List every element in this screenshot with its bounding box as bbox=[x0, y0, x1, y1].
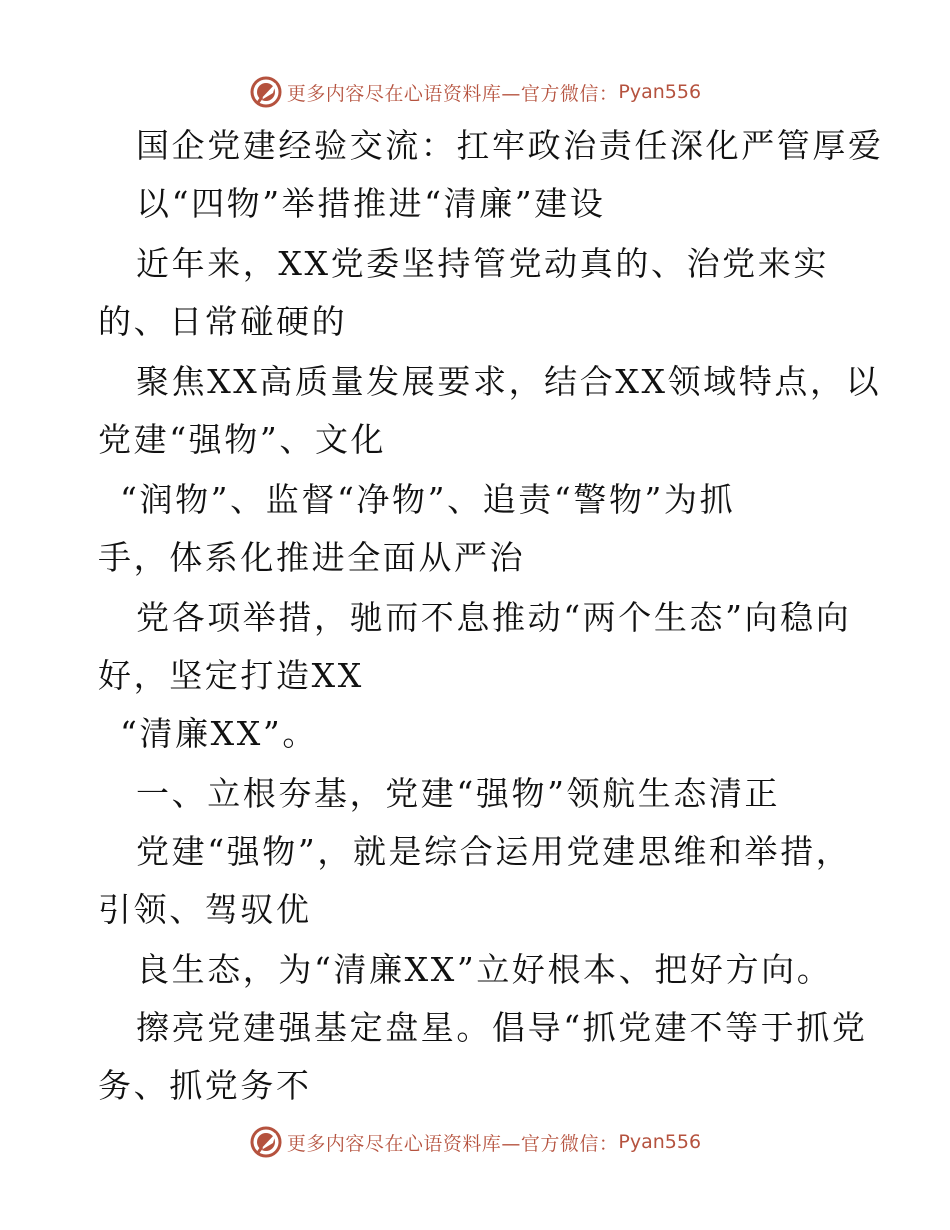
watermark-text: 更多内容尽在心语资料库—官方微信： bbox=[286, 1132, 619, 1155]
watermark-banner-bottom bbox=[0, 1122, 950, 1162]
paragraph-line: 好，坚定打造XX bbox=[98, 656, 364, 695]
paragraph-line: 良生态，为“清廉XX”立好根本、把好方向。 bbox=[136, 950, 833, 989]
watermark-text: 更多内容尽在心语资料库—官方微信： bbox=[286, 82, 619, 105]
watermark-handle: Pyan556 bbox=[618, 81, 702, 103]
document-subtitle: 以“四物”举措推进“清廉”建设 bbox=[136, 184, 606, 223]
paragraph-line: 党建“强物”，就是综合运用党建思维和举措， bbox=[136, 832, 852, 871]
section-heading: 一、立根夯基，党建“强物”领航生态清正 bbox=[136, 774, 781, 813]
paragraph-line: 务、抓党务不 bbox=[98, 1066, 312, 1105]
paragraph-line: 聚焦XX高质量发展要求，结合XX领域特点，以 bbox=[136, 362, 882, 401]
paragraph-line: 擦亮党建强基定盘星。倡导“抓党建不等于抓党 bbox=[136, 1008, 868, 1047]
paragraph-line: 党各项举措，驰而不息推动“两个生态”向稳向 bbox=[136, 598, 852, 637]
quill-pen-circle-icon bbox=[249, 75, 283, 109]
document-title: 国企党建经验交流：扛牢政治责任深化严管厚爱 bbox=[136, 126, 884, 165]
paragraph-line: 近年来，XX党委坚持管党动真的、治党来实 bbox=[136, 244, 829, 283]
paragraph-line: 引领、驾驭优 bbox=[98, 890, 312, 929]
paragraph-line: “清廉XX”。 bbox=[120, 714, 318, 753]
paragraph-line: “润物”、监督“净物”、追责“警物”为抓 bbox=[120, 480, 736, 519]
watermark-handle: Pyan556 bbox=[618, 1131, 702, 1153]
paragraph-line: 手，体系化推进全面从严治 bbox=[98, 538, 526, 577]
paragraph-line: 党建“强物”、文化 bbox=[98, 420, 387, 459]
watermark-banner-top bbox=[0, 72, 950, 112]
quill-pen-circle-icon bbox=[249, 1125, 283, 1159]
paragraph-line: 的、日常碰硬的 bbox=[98, 302, 348, 341]
